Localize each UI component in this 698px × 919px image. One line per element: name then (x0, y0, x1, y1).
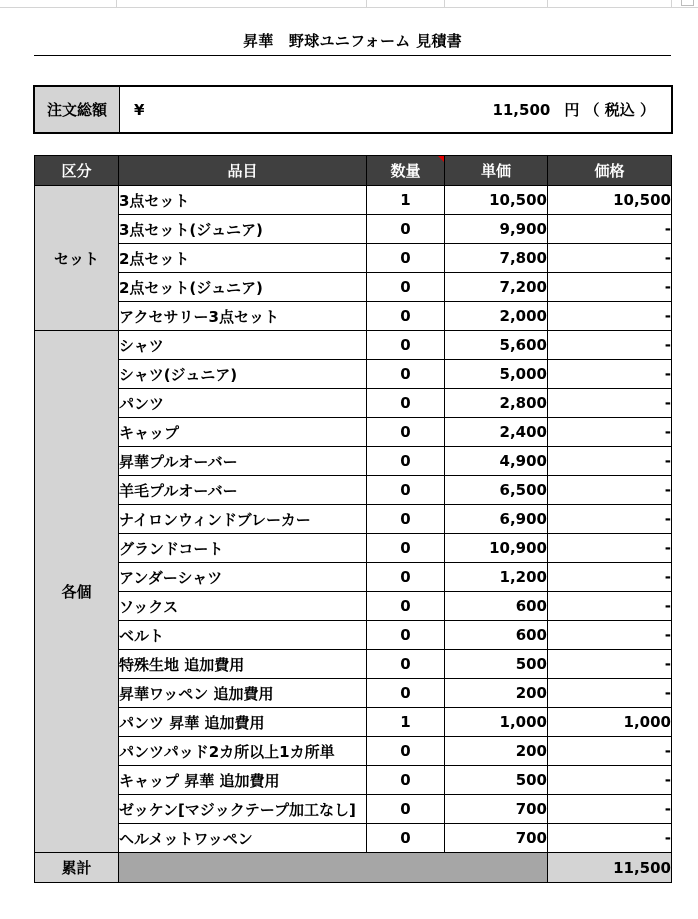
unit-price-cell[interactable]: 1,000 (445, 708, 548, 737)
order-total-unit: 円 （ 税込 ） (564, 101, 655, 119)
table-row (35, 824, 672, 853)
order-total-box (33, 85, 673, 134)
unit-price-cell[interactable]: 5,600 (445, 331, 548, 360)
price-cell[interactable]: - (548, 621, 672, 650)
qty-cell[interactable]: 0 (367, 331, 445, 360)
table-row (35, 737, 672, 766)
table-row (35, 534, 672, 563)
item-cell[interactable]: ナイロンウィンドブレーカー (119, 505, 367, 534)
unit-price-cell[interactable]: 1,200 (445, 563, 548, 592)
price-cell[interactable]: - (548, 418, 672, 447)
qty-cell[interactable]: 0 (367, 737, 445, 766)
item-cell[interactable]: ヘルメットワッペン (119, 824, 367, 853)
item-cell[interactable]: アクセサリー3点セット (119, 302, 367, 331)
total-label[interactable]: 累計 (35, 853, 119, 883)
unit-price-cell[interactable]: 500 (445, 650, 548, 679)
item-cell[interactable]: ソックス (119, 592, 367, 621)
quote-table-body (35, 186, 672, 853)
table-row (35, 766, 672, 795)
price-cell[interactable]: - (548, 476, 672, 505)
item-cell[interactable]: キャップ (119, 418, 367, 447)
unit-price-cell[interactable]: 600 (445, 592, 548, 621)
table-row (35, 476, 672, 505)
table-row (35, 186, 672, 215)
item-cell[interactable]: ゼッケン[マジックテープ加工なし] (119, 795, 367, 824)
qty-cell[interactable]: 0 (367, 592, 445, 621)
table-row (35, 331, 672, 360)
table-row (35, 244, 672, 273)
item-cell[interactable]: シャツ(ジュニア) (119, 360, 367, 389)
order-total-amount: 11,500 (492, 101, 551, 119)
item-cell[interactable]: ベルト (119, 621, 367, 650)
header-item[interactable]: 品目 (119, 156, 367, 186)
price-cell[interactable]: - (548, 679, 672, 708)
qty-cell[interactable]: 0 (367, 302, 445, 331)
item-cell[interactable]: パンツ 昇華 追加費用 (119, 708, 367, 737)
unit-price-cell[interactable]: 6,500 (445, 476, 548, 505)
qty-cell[interactable]: 0 (367, 418, 445, 447)
order-total-cell[interactable] (120, 87, 671, 132)
table-row (35, 650, 672, 679)
qty-cell[interactable]: 0 (367, 447, 445, 476)
qty-cell[interactable]: 0 (367, 679, 445, 708)
price-cell[interactable]: - (548, 447, 672, 476)
table-row (35, 505, 672, 534)
table-header-row (35, 156, 672, 186)
price-cell[interactable]: - (548, 244, 672, 273)
unit-price-cell[interactable]: 10,900 (445, 534, 548, 563)
unit-price-cell[interactable]: 200 (445, 737, 548, 766)
header-category[interactable]: 区分 (35, 156, 119, 186)
price-cell[interactable]: - (548, 505, 672, 534)
unit-price-cell[interactable]: 2,800 (445, 389, 548, 418)
price-cell[interactable]: 10,500 (548, 186, 672, 215)
qty-cell[interactable]: 0 (367, 795, 445, 824)
page-title: 昇華 野球ユニフォーム 見積書 (243, 32, 462, 50)
item-cell[interactable]: 特殊生地 追加費用 (119, 650, 367, 679)
sheet-corner-marker (681, 0, 694, 6)
total-row (35, 853, 672, 883)
qty-cell[interactable]: 0 (367, 650, 445, 679)
price-cell[interactable]: - (548, 737, 672, 766)
qty-cell[interactable]: 0 (367, 505, 445, 534)
qty-cell[interactable]: 0 (367, 389, 445, 418)
item-cell[interactable]: パンツ (119, 389, 367, 418)
price-cell[interactable]: - (548, 795, 672, 824)
unit-price-cell[interactable]: 700 (445, 795, 548, 824)
item-cell[interactable]: 2点セット (119, 244, 367, 273)
order-total-amount-group (480, 99, 655, 120)
qty-cell[interactable]: 1 (367, 186, 445, 215)
qty-cell[interactable]: 0 (367, 824, 445, 853)
header-unit-price[interactable]: 単価 (445, 156, 548, 186)
qty-cell[interactable]: 0 (367, 534, 445, 563)
item-cell[interactable]: グランドコート (119, 534, 367, 563)
category-cell[interactable]: セット (35, 186, 119, 331)
quote-table (34, 155, 672, 883)
comment-indicator-icon[interactable] (438, 156, 444, 162)
price-cell[interactable]: 1,000 (548, 708, 672, 737)
price-cell[interactable]: - (548, 824, 672, 853)
unit-price-cell[interactable]: 500 (445, 766, 548, 795)
price-cell[interactable]: - (548, 592, 672, 621)
price-cell[interactable]: - (548, 766, 672, 795)
price-cell[interactable]: - (548, 273, 672, 302)
table-row (35, 215, 672, 244)
table-row (35, 273, 672, 302)
qty-cell[interactable]: 0 (367, 360, 445, 389)
category-cell[interactable]: 各個 (35, 331, 119, 853)
unit-price-cell[interactable]: 9,900 (445, 215, 548, 244)
table-row (35, 621, 672, 650)
sheet-top-edge (0, 0, 698, 8)
qty-cell[interactable]: 1 (367, 708, 445, 737)
item-cell[interactable]: 昇華ワッペン 追加費用 (119, 679, 367, 708)
item-cell[interactable]: 2点セット(ジュニア) (119, 273, 367, 302)
unit-price-cell[interactable]: 5,000 (445, 360, 548, 389)
table-row (35, 795, 672, 824)
unit-price-cell[interactable]: 6,900 (445, 505, 548, 534)
price-cell[interactable]: - (548, 563, 672, 592)
unit-price-cell[interactable]: 7,200 (445, 273, 548, 302)
unit-price-cell[interactable]: 2,000 (445, 302, 548, 331)
currency-symbol: ¥ (134, 100, 145, 119)
unit-price-cell[interactable]: 4,900 (445, 447, 548, 476)
order-total-label: 注文総額 (35, 87, 120, 132)
price-cell[interactable]: - (548, 534, 672, 563)
price-cell[interactable]: - (548, 215, 672, 244)
price-cell[interactable]: - (548, 360, 672, 389)
table-row (35, 360, 672, 389)
table-row (35, 708, 672, 737)
total-value[interactable]: 11,500 (548, 853, 672, 883)
header-qty[interactable] (367, 156, 445, 186)
qty-cell[interactable]: 0 (367, 766, 445, 795)
unit-price-cell[interactable]: 600 (445, 621, 548, 650)
table-row (35, 679, 672, 708)
unit-price-cell[interactable]: 7,800 (445, 244, 548, 273)
unit-price-cell[interactable]: 200 (445, 679, 548, 708)
unit-price-cell[interactable]: 10,500 (445, 186, 548, 215)
total-blank-cell[interactable] (119, 853, 548, 883)
table-row (35, 563, 672, 592)
item-cell[interactable]: アンダーシャツ (119, 563, 367, 592)
header-price[interactable]: 価格 (548, 156, 672, 186)
table-row (35, 389, 672, 418)
unit-price-cell[interactable]: 700 (445, 824, 548, 853)
item-cell[interactable]: 3点セット (119, 186, 367, 215)
price-cell[interactable]: - (548, 389, 672, 418)
price-cell[interactable]: - (548, 331, 672, 360)
qty-cell[interactable]: 0 (367, 244, 445, 273)
table-row (35, 302, 672, 331)
qty-cell[interactable]: 0 (367, 476, 445, 505)
qty-cell[interactable]: 0 (367, 215, 445, 244)
price-cell[interactable]: - (548, 302, 672, 331)
table-row (35, 592, 672, 621)
item-cell[interactable]: キャップ 昇華 追加費用 (119, 766, 367, 795)
table-row (35, 418, 672, 447)
header-qty-label: 数量 (390, 162, 421, 180)
qty-cell[interactable]: 0 (367, 563, 445, 592)
qty-cell[interactable]: 0 (367, 621, 445, 650)
item-cell[interactable]: 羊毛プルオーバー (119, 476, 367, 505)
item-cell[interactable]: 昇華プルオーバー (119, 447, 367, 476)
unit-price-cell[interactable]: 2,400 (445, 418, 548, 447)
table-row (35, 447, 672, 476)
item-cell[interactable]: シャツ (119, 331, 367, 360)
qty-cell[interactable]: 0 (367, 273, 445, 302)
item-cell[interactable]: パンツパッド2カ所以上1カ所単 (119, 737, 367, 766)
title-underline (34, 55, 671, 56)
price-cell[interactable]: - (548, 650, 672, 679)
item-cell[interactable]: 3点セット(ジュニア) (119, 215, 367, 244)
